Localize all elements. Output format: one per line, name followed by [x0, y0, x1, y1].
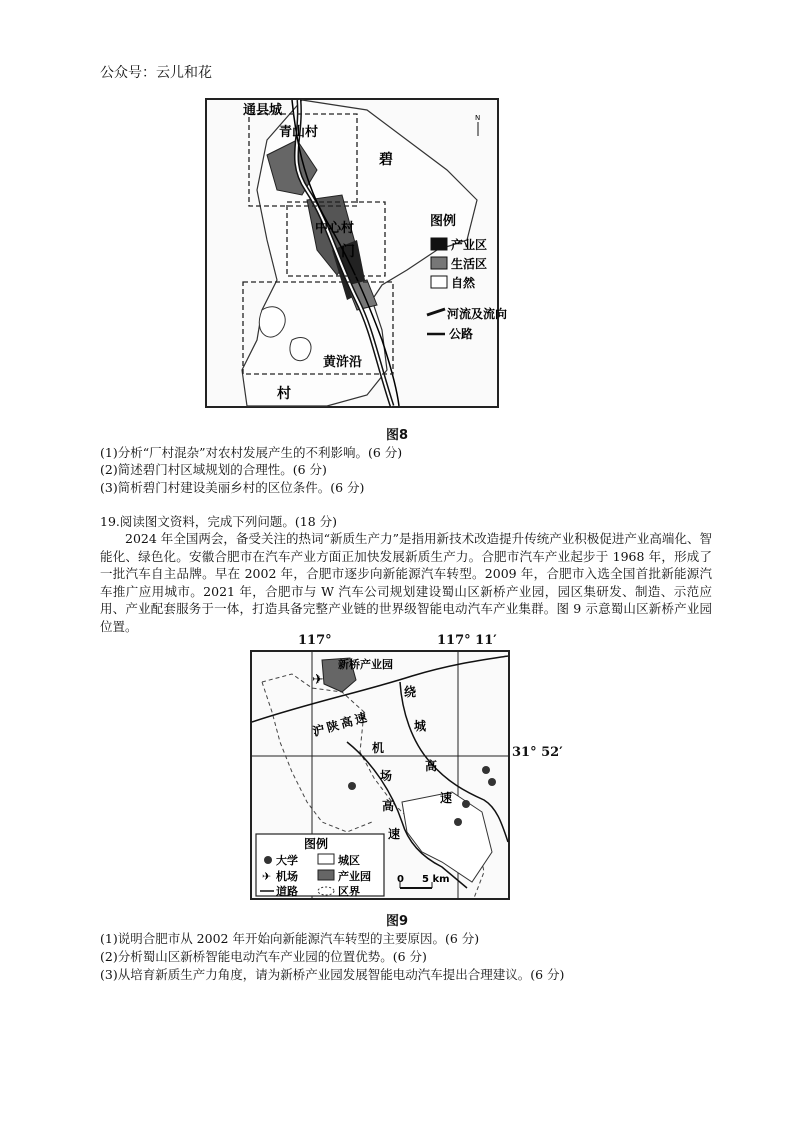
road-label-raocheng-2: 城 [414, 719, 427, 733]
legend-airport-icon: ✈ [262, 870, 272, 883]
label-qingshan: 青山村 [279, 125, 319, 140]
road-label-airport-1: 机 [372, 741, 385, 755]
q19-paragraph-text: 2024 年全国两会，备受关注的热词“新质生产力”是指用新技术改造提升传统产业积极促进产业高端化、智能化、绿色化。安徽合肥市在汽车产业方面正加快发展新质生产力。合肥市汽车产业起步于 1968 年，形成了一批汽车自主品牌。早在 2002 年，合肥市逐步向新能源汽车转型。2009 年，合肥市入选全国首批新能源汽车推广应用城市。2021 年，合肥市与 W 汽车公司规划建设蜀山区新桥产业园，园区集研发、制造、示范应用、产业配套服务于一体，打造具备完整产业链的世界级智能电动汽车产业集群。图 9 示意蜀山区新桥产业园位置。 [100, 531, 712, 634]
legend-industrial: 产业区 [451, 238, 488, 252]
legend-park-swatch [318, 870, 334, 880]
urban-area [402, 792, 492, 882]
road-label-hushan-4: 速 [353, 710, 369, 727]
road-label-hushan-1: 沪 [311, 722, 327, 739]
label-zhongxin: 中心村 [315, 221, 355, 236]
airport-icon: ✈ [312, 672, 324, 688]
legend-road: 公路 [449, 327, 474, 341]
legend-river: 河流及流向 [447, 307, 508, 321]
road-label-raocheng-3: 高 [425, 759, 438, 773]
road-label-airport-3: 高 [382, 799, 395, 813]
q19-paragraph [100, 530, 712, 635]
q19-title: 19.阅读图文资料，完成下列问题。(18 分) [100, 514, 338, 529]
legend-boundary: 区界 [338, 885, 360, 898]
label-cun: 村 [277, 386, 291, 402]
legend-urban-swatch [318, 854, 334, 864]
road-label-hushan-3: 高 [339, 714, 355, 731]
legend-river-icon [427, 309, 445, 315]
q19-sub2: (2)分析蜀山区新桥智能电动汽车产业园的位置优势。(6 分) [100, 949, 427, 964]
q19-sub3: (3)从培育新质生产力角度，请为新桥产业园发展智能电动汽车提出合理建议。(6 分) [100, 967, 565, 982]
legend-road9: 道路 [276, 885, 298, 898]
scale-dist: 5 km [422, 874, 450, 885]
legend-urban: 城区 [338, 854, 360, 867]
legend-natural: 自然 [451, 276, 476, 290]
legend-airport: 机场 [276, 870, 298, 883]
q18-sub2: (2)简述碧门村区域规划的合理性。(6 分) [100, 462, 327, 477]
university-dot [488, 778, 496, 786]
north-mark: N [475, 114, 481, 122]
source-label: 公众号：云儿和花 [100, 65, 212, 81]
figure8-svg [207, 100, 508, 406]
q19-sub1: (1)说明合肥市从 2002 年开始向新能源汽车转型的主要原因。(6 分) [100, 931, 480, 946]
label-huangji: 黄浒沿 [323, 355, 363, 370]
lon-label-117-11: 117° 11′ [437, 633, 497, 648]
legend-industrial-swatch [431, 238, 447, 250]
legend-university-icon [264, 856, 272, 864]
figure8-caption: 图8 [386, 428, 409, 443]
road-label-raocheng-1: 绕 [404, 685, 417, 699]
label-men: 门 [341, 244, 355, 260]
figure9-svg [252, 652, 508, 898]
figure8-map [205, 98, 508, 408]
legend-university: 大学 [276, 854, 298, 867]
q18-sub1: (1)分析“厂村混杂”对农村发展产生的不利影响。(6 分) [100, 445, 403, 460]
legend-residential-swatch [431, 257, 447, 269]
legend-natural-swatch [431, 276, 447, 288]
university-dot [462, 800, 470, 808]
lat-label: 31° 52′ [512, 745, 563, 760]
road-label-airport-4: 速 [388, 827, 401, 841]
road-label-airport-2: 场 [380, 769, 393, 783]
lon-label-117: 117° [298, 633, 332, 648]
university-dot [482, 766, 490, 774]
university-dot [348, 782, 356, 790]
university-dot [454, 818, 462, 826]
figure9-caption: 图9 [386, 914, 409, 929]
legend-residential: 生活区 [451, 257, 488, 271]
road-label-raocheng-4: 速 [440, 791, 453, 805]
road-label-hushan-2: 陕 [325, 718, 341, 735]
label-tongxian: 通县城 [243, 103, 283, 118]
figure9-map [250, 650, 510, 900]
pond [290, 338, 311, 361]
label-bi: 碧 [379, 152, 393, 168]
scale-zero: 0 [397, 874, 404, 885]
legend9-title: 图例 [304, 837, 329, 851]
legend-park: 产业园 [338, 870, 371, 883]
park-label: 新桥产业园 [338, 658, 393, 671]
legend8-title: 图例 [430, 214, 457, 229]
q18-sub3: (3)简析碧门村建设美丽乡村的区位条件。(6 分) [100, 480, 365, 495]
